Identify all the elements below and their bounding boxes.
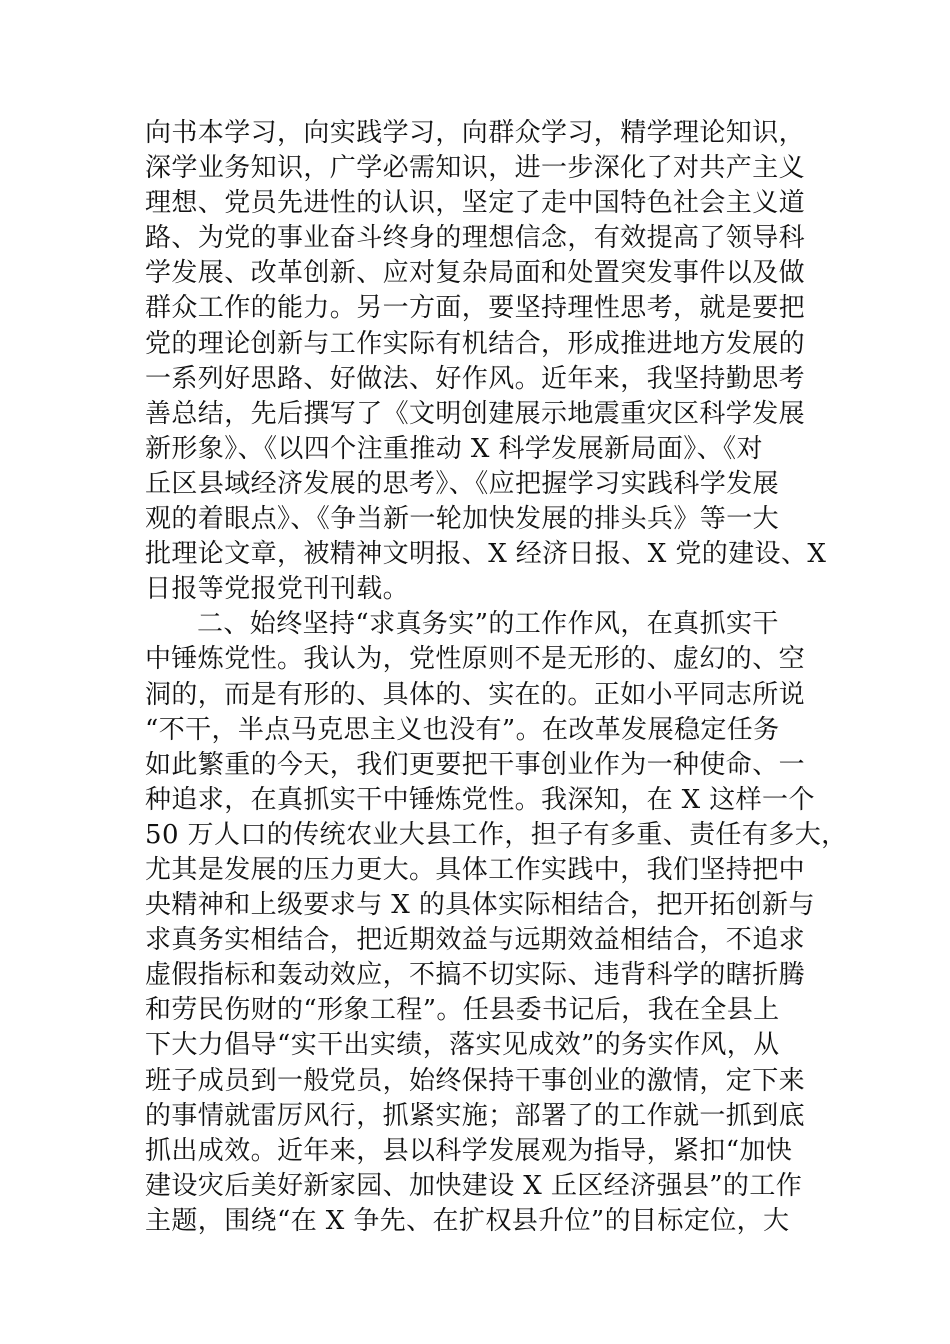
- text-line: 日报等党报党刊刊载。: [145, 574, 410, 605]
- text-line: 和劳民伤财的“形象工程”。任县委书记后，我在全县上: [145, 995, 780, 1026]
- text-line: 深学业务知识，广学必需知识，进一步深化了对共产主义: [145, 153, 806, 184]
- text-line: 向书本学习，向实践学习，向群众学习，精学理论知识，: [145, 118, 806, 148]
- text-line: 如此繁重的今天，我们更要把干事创业作为一种使命、一: [145, 749, 806, 780]
- text-line: 主题，围绕“在 X 争先、在扩权县升位”的目标定位，大: [145, 1205, 790, 1236]
- section-heading-line: 二、始终坚持“求真务实”的工作作风，在真抓实干: [197, 609, 779, 640]
- text-line: 洞的，而是有形的、具体的、实在的。正如小平同志所说: [145, 679, 806, 710]
- text-line: 的事情就雷厉风行，抓紧实施；部署了的工作就一抓到底: [145, 1100, 806, 1131]
- body-text: [145, 116, 848, 1239]
- text-line: 观的着眼点》、《争当新一轮加快发展的排头兵》等一大: [145, 504, 780, 535]
- text-line: 虚假指标和轰动效应，不搞不切实际、违背科学的瞎折腾: [145, 960, 806, 991]
- text-line: 批理论文章，被精神文明报、X 经济日报、X 党的建设、X: [145, 539, 827, 570]
- text-line: 50 万人口的传统农业大县工作，担子有多重、责任有多大，: [145, 819, 848, 850]
- text-line: 新形象》、《以四个注重推动 X 科学发展新局面》、《对: [145, 433, 763, 464]
- text-line: 建设灾后美好新家园、加快建设 X 丘区经济强县”的工作: [145, 1170, 803, 1201]
- text-line: 路、为党的事业奋斗终身的理想信念，有效提高了领导科: [145, 223, 806, 254]
- text-line: “不干，半点马克思主义也没有”。在改革发展稳定任务: [145, 714, 780, 745]
- text-line: 党的理论创新与工作实际有机结合，形成推进地方发展的: [145, 328, 806, 359]
- text-line: 央精神和上级要求与 X 的具体实际相结合，把开拓创新与: [145, 890, 815, 921]
- text-line: 群众工作的能力。另一方面，要坚持理性思考，就是要把: [145, 293, 806, 324]
- text-line: 学发展、改革创新、应对复杂局面和处置突发事件以及做: [145, 258, 806, 289]
- text-line: 尤其是发展的压力更大。具体工作实践中，我们坚持把中: [145, 854, 806, 885]
- text-line: 班子成员到一般党员，始终保持干事创业的激情，定下来: [145, 1065, 806, 1096]
- text-line: 理想、党员先进性的认识，坚定了走中国特色社会主义道: [145, 188, 806, 219]
- text-line: 善总结，先后撰写了《文明创建展示地震重灾区科学发展: [145, 398, 806, 429]
- text-line: 中锤炼党性。我认为，党性原则不是无形的、虚幻的、空: [145, 644, 806, 675]
- text-line: 丘区县域经济发展的思考》、《应把握学习实践科学发展: [145, 468, 780, 499]
- text-line: 求真务实相结合，把近期效益与远期效益相结合，不追求: [145, 925, 806, 956]
- text-line: 抓出成效。近年来，县以科学发展观为指导，紧扣“加快: [145, 1135, 793, 1166]
- text-line: 下大力倡导“实干出实绩，落实见成效”的务实作风，从: [145, 1030, 780, 1061]
- text-line: 种追求，在真抓实干中锤炼党性。我深知，在 X 这样一个: [145, 784, 815, 815]
- text-line: 一系列好思路、好做法、好作风。近年来，我坚持勤思考: [145, 363, 806, 394]
